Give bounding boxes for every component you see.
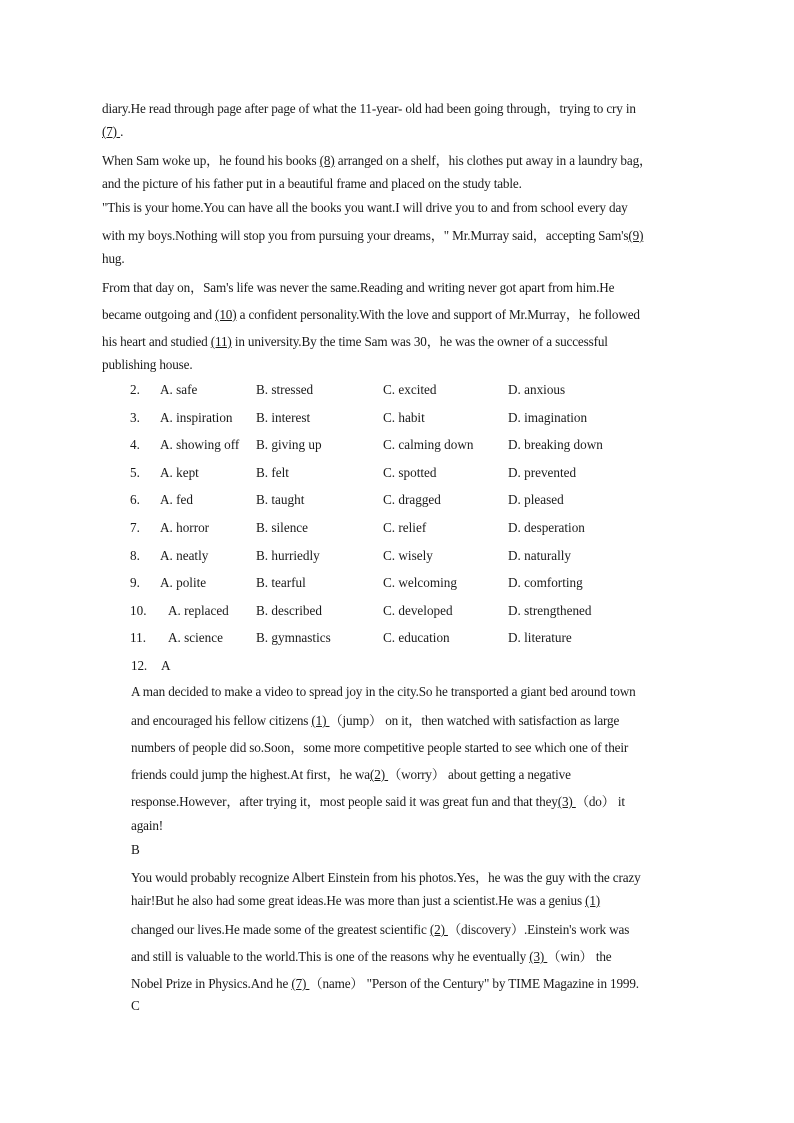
question-number: 12. [131, 658, 148, 673]
passage-text: （win） the [547, 949, 612, 964]
blank-a1[interactable]: (1) [311, 713, 330, 728]
option-c[interactable]: C. welcoming [383, 575, 457, 591]
option-a[interactable]: A. kept [160, 464, 199, 480]
section-label: B [131, 842, 140, 857]
passage-line [102, 98, 636, 117]
blank-b3[interactable]: (3) [529, 949, 548, 964]
section-label-b [131, 842, 140, 858]
question-number: 10. [130, 602, 147, 618]
option-b[interactable]: B. silence [256, 520, 309, 535]
passage-line [102, 331, 608, 350]
passage-line [131, 737, 628, 756]
option-a[interactable]: A. showing off [160, 437, 240, 453]
option-row [0, 520, 794, 540]
passage-line [102, 200, 628, 216]
passage-line [102, 225, 643, 244]
option-row [0, 603, 794, 623]
blank-8[interactable]: (8) [319, 153, 335, 168]
option-d[interactable]: D. desperation [508, 520, 585, 535]
option-row [0, 492, 794, 512]
section-label-c [131, 998, 140, 1014]
passage-line [131, 867, 641, 886]
passage-line [102, 304, 640, 323]
option-d[interactable]: D. prevented [508, 464, 577, 480]
passage-line [131, 818, 163, 834]
option-d[interactable]: D. strengthened [508, 602, 592, 618]
option-a[interactable]: A. replaced [168, 602, 229, 618]
option-b[interactable]: B. giving up [256, 437, 322, 453]
blank-7[interactable]: (7) [102, 124, 121, 139]
blank-11[interactable]: (11) [210, 334, 232, 349]
passage-text: （jump） on it，then watched with satisfaction as large [329, 713, 620, 728]
blank-b2[interactable]: (2) [429, 922, 448, 937]
passage-line [102, 150, 652, 169]
blank-10[interactable]: (10) [215, 307, 237, 322]
option-row [0, 465, 794, 485]
passage-text: and still is valuable to the world.This is one of the reasons why he eventually [131, 949, 530, 964]
passage-text: a confident personality.With the love and support of Mr.Murray，he followed [236, 307, 640, 322]
passage-text: again! [131, 818, 164, 833]
passage-line [102, 124, 123, 140]
option-a[interactable]: A. fed [160, 492, 193, 508]
option-d[interactable]: D. naturally [508, 547, 571, 563]
option-b[interactable]: B. gymnastics [256, 630, 331, 646]
option-a[interactable]: A. inspiration [160, 409, 233, 425]
option-b[interactable]: B. felt [256, 464, 289, 480]
option-c[interactable]: C. education [383, 630, 450, 646]
passage-text: changed our lives.He made some of the greatest scientific [131, 922, 430, 937]
passage-text: response.However，after trying it，most people said it was great fun and that they [131, 794, 558, 809]
passage-text: "This is your home.You can have all the books you want.I will drive you to and from school every day [102, 200, 628, 215]
passage-text: （worry） about getting a negative [388, 767, 571, 782]
section-label: C [131, 998, 140, 1013]
passage-line [102, 176, 522, 192]
option-c[interactable]: C. habit [383, 409, 425, 425]
option-row [0, 630, 794, 650]
passage-text: numbers of people did so.Soon，some more competitive people started to see which one of their [131, 740, 629, 755]
option-b[interactable]: B. interest [256, 409, 311, 425]
passage-text: with my boys.Nothing will stop you from pursuing your dreams，" Mr.Murray said，accepting Sam's [102, 228, 629, 243]
passage-line [131, 764, 571, 783]
passage-text: When Sam woke up，he found his books [102, 153, 320, 168]
option-a[interactable]: A. science [168, 630, 223, 646]
passage-text: . [120, 124, 124, 139]
option-d[interactable]: D. anxious [508, 382, 566, 397]
passage-line [131, 684, 636, 700]
passage-text: （discovery）.Einstein's work was [447, 922, 630, 937]
option-row [0, 410, 794, 430]
passage-line [131, 893, 600, 909]
blank-a3[interactable]: (3) [557, 794, 576, 809]
question-number: 11. [130, 630, 146, 646]
blank-b1[interactable]: (1) [585, 893, 601, 908]
question-number: 3. [130, 409, 140, 425]
question-number: 6. [130, 492, 140, 508]
option-row [0, 575, 794, 595]
blank-9[interactable]: (9) [628, 228, 644, 243]
option-b[interactable]: B. hurriedly [256, 547, 320, 563]
question-number: 7. [130, 520, 140, 535]
option-d[interactable]: D. breaking down [508, 437, 603, 453]
passage-text: Nobel Prize in Physics.And he [131, 976, 292, 991]
passage-text: hug. [102, 251, 125, 266]
option-c[interactable]: C. wisely [383, 547, 433, 563]
blank-a2[interactable]: (2) [370, 767, 389, 782]
passage-text: and encouraged his fellow citizens [131, 713, 312, 728]
option-d[interactable]: D. literature [508, 630, 572, 646]
option-a[interactable]: A. polite [160, 575, 207, 591]
question-number: 4. [130, 437, 140, 453]
passage-text: his heart and studied [102, 334, 211, 349]
option-a[interactable]: A. safe [160, 382, 198, 397]
option-c[interactable]: C. relief [383, 520, 427, 535]
option-d[interactable]: D. pleased [508, 492, 564, 508]
passage-line [131, 919, 629, 938]
passage-text: and the picture of his father put in a beautiful frame and placed on the study table. [102, 176, 522, 191]
option-b[interactable]: B. taught [256, 492, 305, 508]
option-a[interactable]: A. horror [160, 520, 210, 535]
option-row [0, 548, 794, 568]
passage-line [131, 973, 639, 992]
passage-text: arranged on a shelf，his clothes put away in a laundry bag， [334, 153, 653, 168]
option-a[interactable]: A. neatly [160, 547, 209, 563]
passage-text: A man decided to make a video to spread joy in the city.So he transported a giant bed around town [131, 684, 636, 699]
passage-text: hair!But he also had some great ideas.He was more than just a scientist.He was a genius [131, 893, 586, 908]
question-number: 5. [130, 464, 140, 480]
option-row [0, 382, 794, 402]
question-number: 2. [130, 382, 140, 397]
option-b[interactable]: B. tearful [256, 575, 306, 591]
question-number: 9. [130, 575, 140, 591]
passage-text: in university.By the time Sam was 30，he was the owner of a successful [231, 334, 608, 349]
passage-text: publishing house. [102, 357, 193, 372]
passage-text: From that day on，Sam's life was never the same.Reading and writing never got apart from him.He [102, 280, 615, 295]
option-row [0, 437, 794, 457]
passage-line [102, 277, 614, 296]
passage-line [102, 251, 124, 267]
passage-text: friends could jump the highest.At first，he wa [131, 767, 371, 782]
passage-text: diary.He read through page after page of what the 11-year- old had been going through，trying to cry in [102, 101, 636, 116]
option-b[interactable]: B. described [256, 602, 322, 618]
option-c[interactable]: C. developed [383, 602, 453, 618]
option-c[interactable]: C. spotted [383, 464, 437, 480]
passage-line [131, 710, 619, 729]
option-c[interactable]: C. calming down [383, 437, 474, 453]
passage-line [102, 357, 193, 373]
option-c[interactable]: C. dragged [383, 492, 441, 508]
blank-b7[interactable]: (7) [291, 976, 310, 991]
passage-line [131, 791, 625, 810]
option-d[interactable]: D. imagination [508, 409, 588, 425]
option-d[interactable]: D. comforting [508, 575, 583, 591]
passage-text: You would probably recognize Albert Einstein from his photos.Yes，he was the guy with the crazy [131, 870, 641, 885]
passage-text: （do） it [575, 794, 625, 809]
passage-line [131, 946, 612, 965]
passage-text: became outgoing and [102, 307, 216, 322]
passage-text: （name） "Person of the Century" by TIME Magazine in 1999. [309, 976, 639, 991]
question-number: 8. [130, 547, 140, 563]
option-b[interactable]: B. stressed [256, 382, 314, 397]
option-c[interactable]: C. excited [383, 382, 437, 397]
question-12-header [131, 658, 170, 674]
section-label-a: A [161, 658, 171, 673]
